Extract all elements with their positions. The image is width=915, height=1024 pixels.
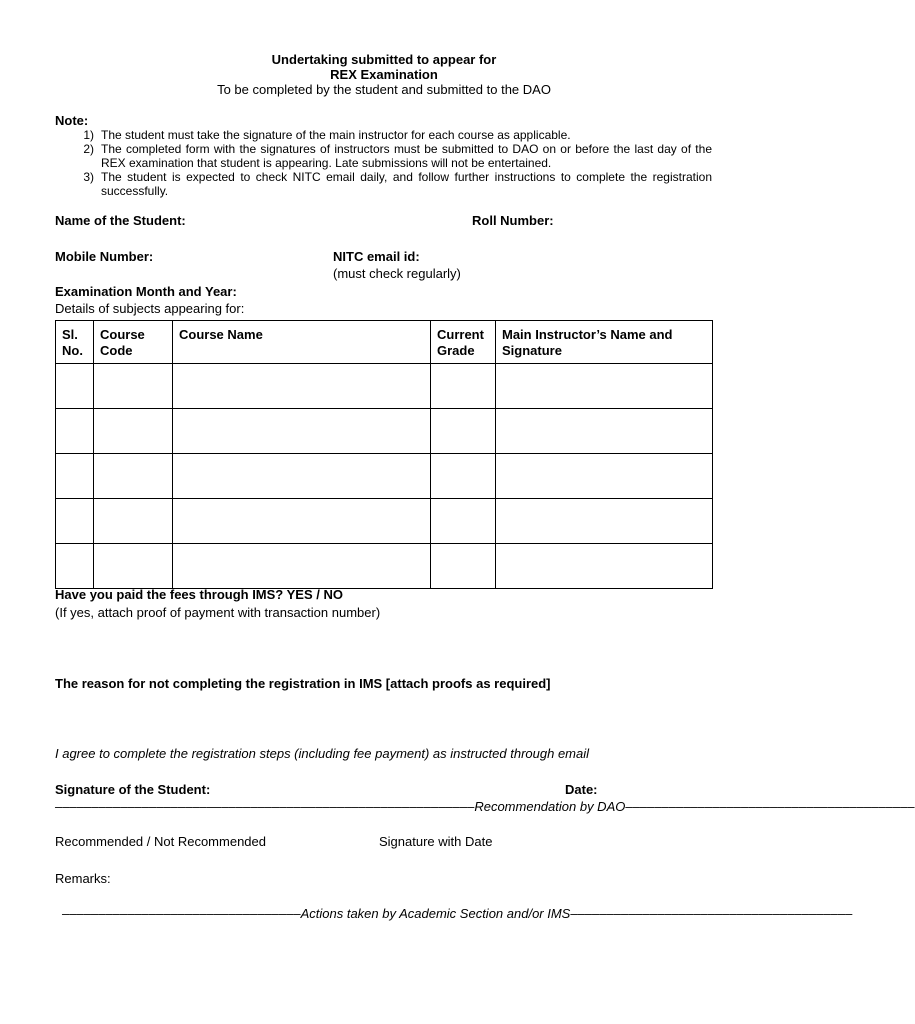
table-cell[interactable] [431,454,496,499]
remarks-label: Remarks: [55,871,111,886]
exam-month-year-label: Examination Month and Year: [55,284,237,299]
table-cell[interactable] [173,544,431,589]
dao-signature-label: Signature with Date [379,834,493,849]
table-row [56,364,713,409]
table-cell[interactable] [431,544,496,589]
table-cell[interactable] [56,454,94,499]
table-cell[interactable] [56,499,94,544]
header-sl-no [56,321,94,364]
table-cell[interactable] [56,364,94,409]
note-number: 1) [83,128,94,142]
table-cell[interactable] [173,364,431,409]
table-cell[interactable] [173,409,431,454]
agreement-statement: I agree to complete the registration steps (including fee payment) as instructed through email [55,746,590,761]
academic-section-divider [62,906,853,921]
student-signature-label: Signature of the Student: [55,782,211,797]
table-cell[interactable] [496,409,713,454]
header-line: Course Name [179,327,263,342]
table-cell[interactable] [496,499,713,544]
table-cell[interactable] [431,499,496,544]
table-cell[interactable] [496,364,713,409]
dao-section-divider [55,799,915,814]
note-text: The student is expected to check NITC email daily, and follow further instructions to complete the registration successfully. [101,170,712,198]
subjects-table [55,320,713,589]
date-label: Date: [565,782,598,797]
form-instruction: To be completed by the student and submitted to the DAO [217,82,551,97]
table-row [56,454,713,499]
header-line: Signature [502,343,562,358]
header-course-code [94,321,173,364]
roll-number-label: Roll Number: [472,213,554,228]
header-line: Grade [437,343,475,358]
header-current-grade [431,321,496,364]
header-instructor-signature [496,321,713,364]
fees-question: Have you paid the fees through IMS? YES / NO [55,587,343,602]
header-line: Course [100,327,145,342]
table-cell[interactable] [94,544,173,589]
header-line: Current [437,327,484,342]
table-cell[interactable] [56,409,94,454]
table-cell[interactable] [496,454,713,499]
table-cell[interactable] [94,364,173,409]
note-text: The student must take the signature of the main instructor for each course as applicable. [101,128,571,142]
note-label: Note: [55,113,89,128]
dao-divider-text: ––––––––––––––––––––––––––––––––––––––––––––––––––––––––––Recommendation by DAO–––––––––––––––––––––––––––––––––––––––– [55,799,915,814]
email-label: NITC email id: [333,249,420,264]
header-line: Main Instructor’s Name and [502,327,673,342]
table-cell[interactable] [173,454,431,499]
table-cell[interactable] [94,409,173,454]
academic-divider-text: –––––––––––––––––––––––––––––––––Actions taken by Academic Section and/or IMS––––––––––––––––––––––––––––––––––––––– [62,906,853,921]
reason-label: The reason for not completing the registration in IMS [attach proofs as required] [55,676,551,691]
table-row [56,409,713,454]
table-cell[interactable] [496,544,713,589]
table-row [56,499,713,544]
fees-note: (If yes, attach proof of payment with transaction number) [55,605,381,620]
table-cell[interactable] [56,544,94,589]
note-number: 3) [83,170,94,184]
student-name-label: Name of the Student: [55,213,186,228]
table-header-row [56,321,713,364]
recommendation-status: Recommended / Not Recommended [55,834,266,849]
table-row [56,544,713,589]
email-note: (must check regularly) [333,266,461,281]
note-number: 2) [83,142,94,156]
header-course-name [173,321,431,364]
table-cell[interactable] [431,409,496,454]
header-line: Code [100,343,133,358]
table-cell[interactable] [173,499,431,544]
mobile-number-label: Mobile Number: [55,249,154,264]
table-cell[interactable] [94,499,173,544]
table-cell[interactable] [94,454,173,499]
subjects-details-label: Details of subjects appearing for: [55,301,245,316]
header-line: Sl. [62,327,78,342]
header-line: No. [62,343,83,358]
form-subtitle: REX Examination [330,67,438,82]
form-title: Undertaking submitted to appear for [271,52,497,67]
note-text: The completed form with the signatures of instructors must be submitted to DAO on or before the last day of the REX examination that student is appearing. Late submissions will not be entertained. [101,142,712,170]
table-cell[interactable] [431,364,496,409]
